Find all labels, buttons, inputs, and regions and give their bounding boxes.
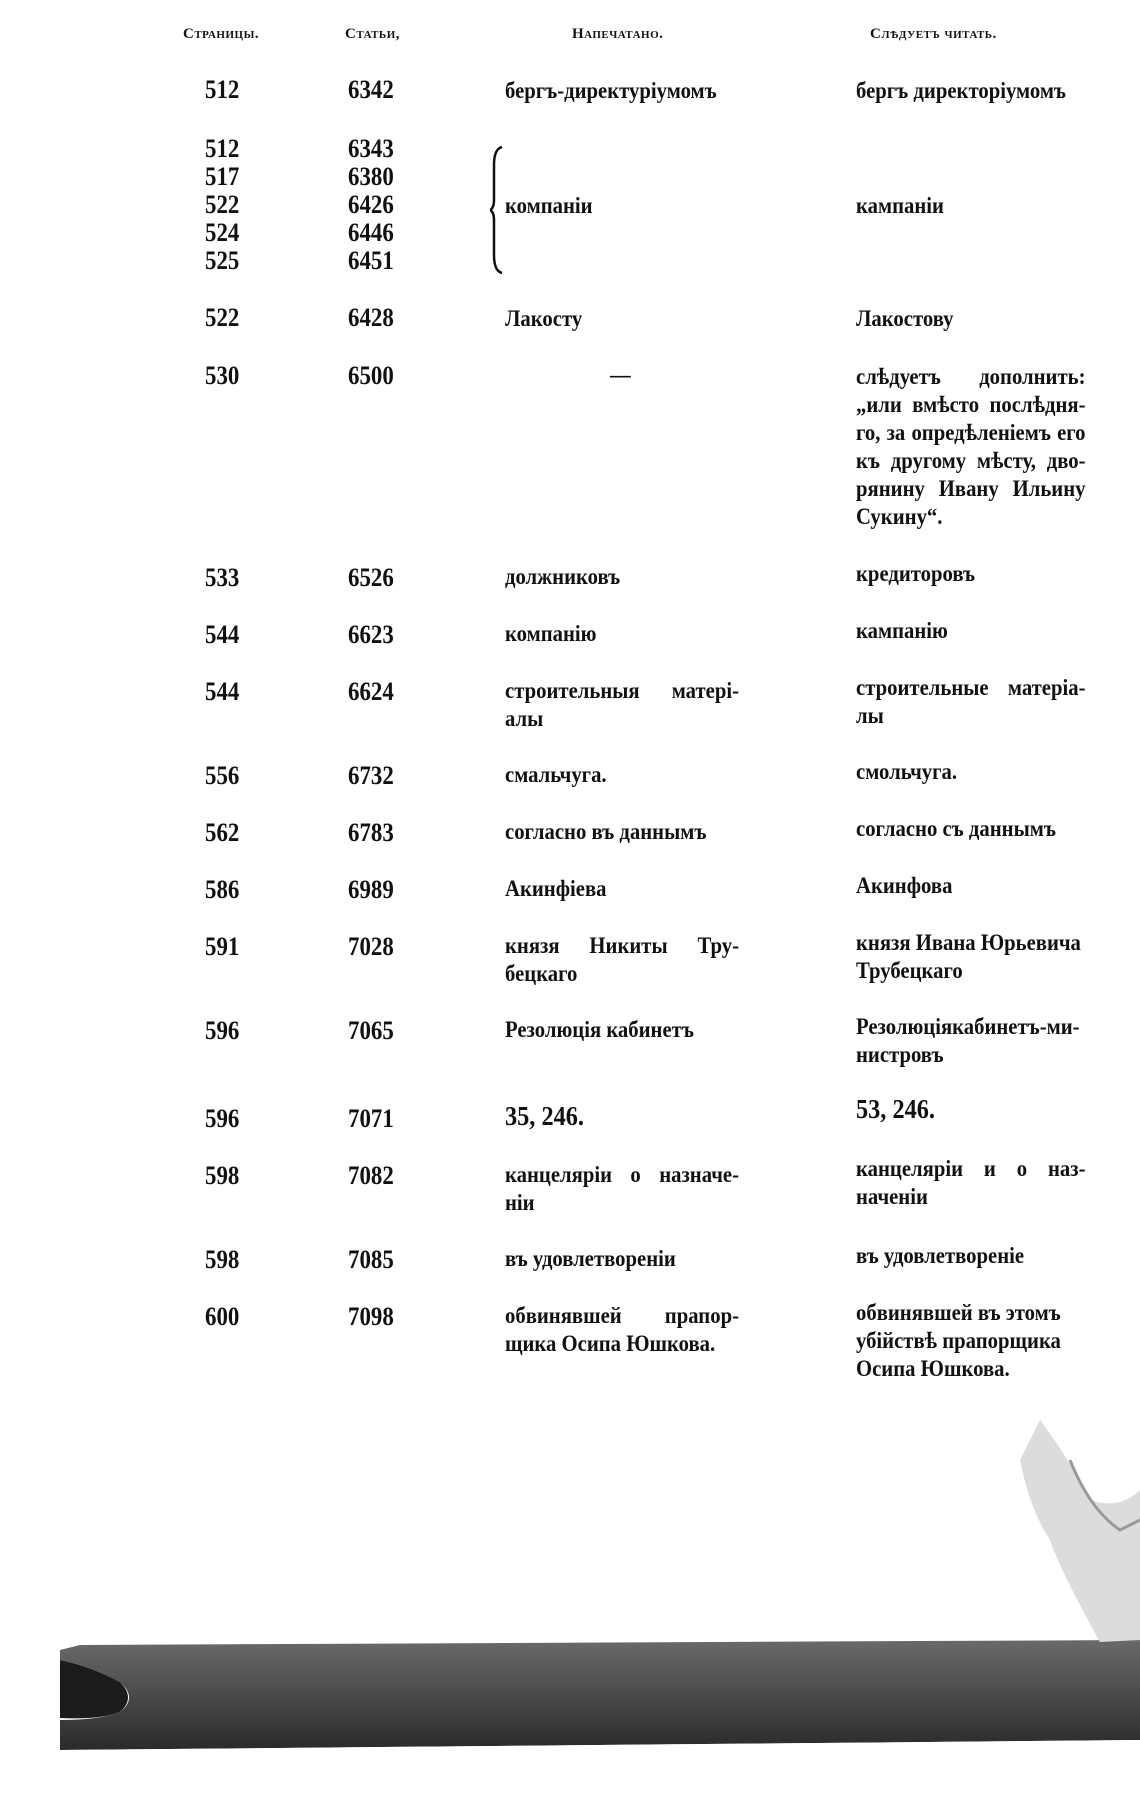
page-number: 586 [205, 875, 240, 904]
printed-text: согласно въ даннымъ [505, 819, 707, 844]
correct-text: согласно съ даннымъ [856, 816, 1056, 841]
page-number: 522 [205, 190, 240, 219]
page-number: 517 [205, 162, 240, 191]
page-number: 600 [205, 1302, 240, 1331]
page-number: 522 [205, 303, 240, 332]
page-number: 524 [205, 218, 240, 247]
printed-text: — [610, 362, 631, 387]
printed-text: должниковъ [505, 564, 621, 589]
article-number: 6500 [348, 361, 394, 390]
article-number: 6732 [348, 761, 394, 790]
correct-text: Лакостову [856, 306, 954, 331]
header-articles: Статьи, [345, 26, 401, 42]
article-number: 7085 [348, 1245, 394, 1274]
torn-page-edge [60, 1420, 1140, 1819]
header-read: Слѣдуетъ читать. [870, 26, 997, 42]
article-number: 6380 [348, 162, 394, 191]
article-number: 6623 [348, 620, 394, 649]
page-number: 530 [205, 361, 240, 390]
printed-text: Лакосту [505, 306, 583, 331]
article-number: 7065 [348, 1016, 394, 1045]
correct-text: князя Ивана Юрьевича Трубецкаго [856, 930, 1081, 983]
page-number: 544 [205, 677, 240, 706]
page-number: 544 [205, 620, 240, 649]
printed-text: бергъ-директуріумомъ [505, 78, 717, 103]
page-number: 512 [205, 134, 240, 163]
correct-text: строительные матеріа-лы [856, 675, 1086, 728]
page-number: 556 [205, 761, 240, 790]
page-number: 512 [205, 75, 240, 104]
page-number: 525 [205, 246, 240, 275]
article-number: 6783 [348, 818, 394, 847]
printed-text: князя Никиты Тру-бецкаго [505, 933, 739, 986]
correct-text: Резолюціякабинетъ-ми-нистровъ [856, 1014, 1080, 1067]
page-number: 562 [205, 818, 240, 847]
article-number: 7028 [348, 932, 394, 961]
correct-text: кампанію [856, 618, 948, 643]
article-number: 6342 [348, 75, 394, 104]
article-number: 6526 [348, 563, 394, 592]
correct-text: кампаніи [856, 193, 944, 218]
article-number: 7098 [348, 1302, 394, 1331]
printed-text: обвинявшей прапор-щика Осипа Юшкова. [505, 1303, 739, 1356]
printed-text: Резолюція кабинетъ [505, 1017, 694, 1042]
printed-text: въ удовлетвореніи [505, 1246, 676, 1271]
printed-text: компанію [505, 621, 597, 646]
article-number: 6624 [348, 677, 394, 706]
correct-text: въ удовлетвореніе [856, 1243, 1025, 1268]
correct-text: кредиторовъ [856, 561, 976, 586]
printed-text: компаніи [505, 193, 593, 218]
page-number: 598 [205, 1161, 240, 1190]
printed-text: канцеляріи о назначе-ніи [505, 1162, 739, 1215]
header-pages: Страницы. [183, 26, 260, 42]
article-number: 6989 [348, 875, 394, 904]
printed-text: Акинфіева [505, 876, 607, 901]
article-number: 6343 [348, 134, 394, 163]
correct-text: бергъ директоріумомъ [856, 78, 1066, 103]
printed-text: 35, 246. [505, 1101, 584, 1131]
page-number: 533 [205, 563, 240, 592]
printed-text: смальчуга. [505, 762, 607, 787]
correct-text: 53, 246. [856, 1094, 935, 1124]
group-brace [490, 145, 504, 275]
article-number: 6428 [348, 303, 394, 332]
correct-text: смольчуга. [856, 759, 958, 784]
article-number: 7071 [348, 1104, 394, 1133]
printed-text: строительныя матері-алы [505, 678, 739, 731]
page-number: 598 [205, 1245, 240, 1274]
correct-text: обвинявшей въ этомъ убійствѣ прапорщика Осипа Юшкова. [856, 1300, 1061, 1381]
correct-text: канцеляріи и о наз-наченіи [856, 1156, 1086, 1209]
article-number: 6451 [348, 246, 394, 275]
page-number: 591 [205, 932, 240, 961]
correct-text: Акинфова [856, 873, 953, 898]
header-printed: Напечатано. [572, 26, 664, 42]
article-number: 6446 [348, 218, 394, 247]
page-number: 596 [205, 1016, 240, 1045]
article-number: 6426 [348, 190, 394, 219]
page-number: 596 [205, 1104, 240, 1133]
article-number: 7082 [348, 1161, 394, 1190]
correct-text: слѣдуетъ дополнить: „или вмѣсто послѣдня-го, за опредѣленіемъ его къ другому мѣсту, дво-рянину Ивану Ильину Сукину“. [856, 364, 1086, 529]
